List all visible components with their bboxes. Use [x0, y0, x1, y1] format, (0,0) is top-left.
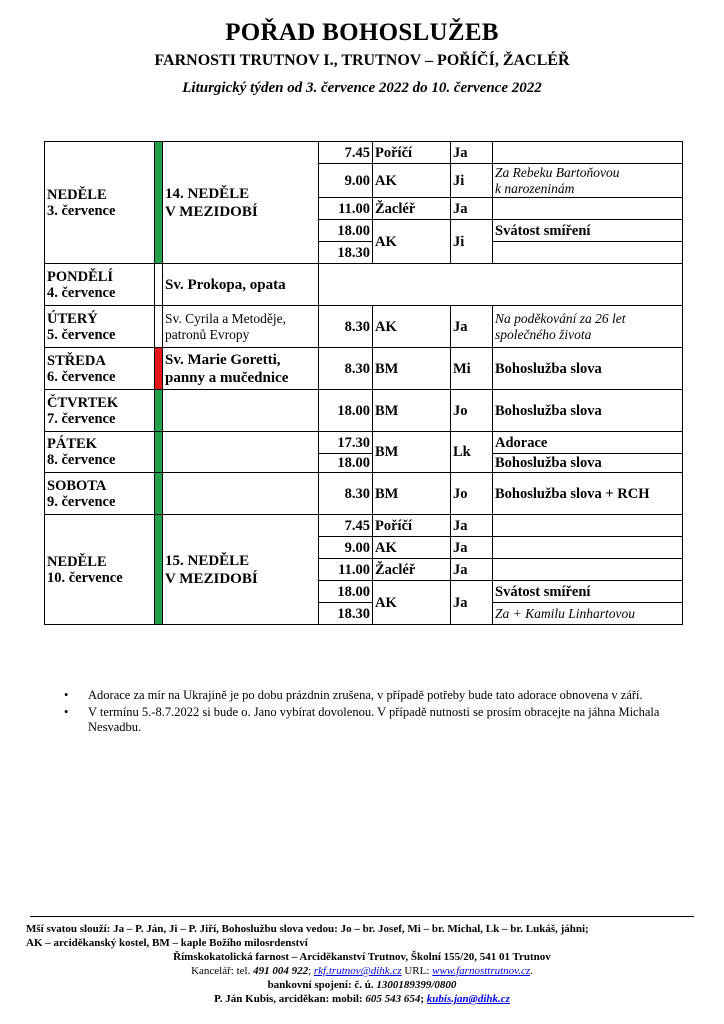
mass-note: Bohoslužba slova	[493, 454, 683, 473]
mass-priest: Ja	[451, 581, 493, 625]
table-row	[45, 390, 683, 432]
mass-time: 11.00	[319, 198, 373, 220]
mass-note: Bohoslužba slova	[493, 390, 683, 432]
mass-place: AK	[373, 164, 451, 198]
liturgical-day	[163, 390, 319, 432]
liturgical-color-bar	[155, 473, 163, 515]
liturgical-color-bar	[155, 515, 163, 625]
mass-place: BM	[373, 432, 451, 473]
announcements-list	[62, 688, 702, 737]
liturgical-day: Sv. Marie Goretti, panny a mučednice	[163, 348, 319, 390]
liturgical-day: Sv. Prokopa, opata	[163, 264, 319, 306]
footer-priest-contact: P. Ján Kubis, arciděkan: mobil: 605 543 654; kubis.jan@dihk.cz	[214, 993, 510, 1005]
priest-mobile: 605 543 654	[365, 993, 421, 1005]
mass-note: Bohoslužba slova + RCH	[493, 473, 683, 515]
table-row	[45, 432, 683, 454]
mass-place: BM	[373, 348, 451, 390]
mass-note	[493, 198, 683, 220]
mass-priest: Jo	[451, 473, 493, 515]
mass-place: AK	[373, 581, 451, 625]
mass-time: 18.00	[319, 581, 373, 603]
liturgical-day: 15. NEDĚLE V MEZIDOBÍ	[163, 515, 319, 625]
footer-legend-priests: Mší svatou slouží: Ja – P. Ján, Ji – P. Jiří, Bohoslužbu slova vedou: Jo – br. Josef, Mi – br. Michal, Lk – br. Lukáš, jáhni;	[26, 923, 589, 935]
liturgical-week: Liturgický týden od 3. července 2022 do 10. července 2022	[182, 80, 542, 96]
parish-subtitle: FARNOSTI TRUTNOV I., TRUTNOV – POŘÍČÍ, ŽACLÉŘ	[154, 52, 570, 69]
mass-place: AK	[373, 537, 451, 559]
mass-priest: Ja	[451, 198, 493, 220]
mass-priest: Ja	[451, 142, 493, 164]
footer-office-contact: Kancelář: tel. 491 004 922; rkf.trutnov@dihk.cz URL: www.farnosttrutnov.cz.	[191, 965, 533, 977]
table-row	[45, 515, 683, 537]
mass-time: 18.00	[319, 390, 373, 432]
liturgical-day: 14. NEDĚLE V MEZIDOBÍ	[163, 142, 319, 264]
mass-place: BM	[373, 473, 451, 515]
mass-time: 18.30	[319, 242, 373, 264]
table-row	[45, 473, 683, 515]
announcement-item: • Adorace za mír na Ukrajině je po dobu prázdnin zrušena, v případě potřeby bude tato adorace obnovena v září.	[62, 688, 702, 703]
liturgical-color-bar	[155, 306, 163, 348]
mass-time: 18.00	[319, 454, 373, 473]
day-cell: STŘEDA 6. července	[45, 348, 155, 390]
footer-bank: bankovní spojení: č. ú. 1300189399/0800	[267, 979, 457, 991]
day-cell: PONDĚLÍ 4. července	[45, 264, 155, 306]
mass-priest: Ja	[451, 559, 493, 581]
mass-time: 8.30	[319, 473, 373, 515]
mass-priest: Jo	[451, 390, 493, 432]
mass-priest: Ji	[451, 220, 493, 264]
mass-note: Za + Kamilu Linhartovou	[493, 603, 683, 625]
footer	[26, 922, 698, 1006]
schedule-table	[44, 141, 683, 625]
mass-place: Poříčí	[373, 515, 451, 537]
liturgical-color-bar	[155, 142, 163, 264]
day-cell: NEDĚLE 3. července	[45, 142, 155, 264]
mass-note	[493, 537, 683, 559]
mass-note: Svátost smíření	[493, 581, 683, 603]
mass-time: 18.00	[319, 220, 373, 242]
mass-note: Na poděkování za 26 let společného života	[493, 306, 683, 348]
mass-priest: Ji	[451, 164, 493, 198]
mass-note: Za Rebeku Bartoňovou k narozeninám	[493, 164, 683, 198]
liturgical-day: Sv. Cyrila a Metoděje, patronů Evropy	[163, 306, 319, 348]
mass-priest: Lk	[451, 432, 493, 473]
footer-divider	[30, 916, 694, 917]
mass-time: 9.00	[319, 537, 373, 559]
mass-place: Žacléř	[373, 559, 451, 581]
mass-time: 7.45	[319, 515, 373, 537]
liturgical-color-bar	[155, 348, 163, 390]
mass-place: AK	[373, 220, 451, 264]
announcement-item: • V termínu 5.-8.7.2022 si bude o. Jano vybírat dovolenou. V případě nutnosti se prosím obracejte na jáhna Michala Nesvadbu.	[62, 705, 702, 735]
mass-time: 11.00	[319, 559, 373, 581]
mass-priest: Ja	[451, 515, 493, 537]
liturgical-color-bar	[155, 264, 163, 306]
day-cell: ÚTERÝ 5. července	[45, 306, 155, 348]
footer-legend-places: AK – arciděkanský kostel, BM – kaple Božího milosrdenství	[26, 937, 308, 949]
mass-note	[493, 242, 683, 264]
table-row	[45, 348, 683, 390]
liturgical-color-bar	[155, 390, 163, 432]
website-link[interactable]: www.farnosttrutnov.cz	[432, 965, 531, 977]
liturgical-color-bar	[155, 432, 163, 473]
day-cell: NEDĚLE 10. července	[45, 515, 155, 625]
table-row	[45, 142, 683, 164]
day-cell: PÁTEK 8. července	[45, 432, 155, 473]
mass-note	[493, 559, 683, 581]
mass-place: Poříčí	[373, 142, 451, 164]
day-cell: ČTVRTEK 7. července	[45, 390, 155, 432]
footer-parish-address: Římskokatolická farnost – Arciděkanství Trutnov, Školní 155/20, 541 01 Trutnov	[173, 951, 551, 963]
mass-time: 8.30	[319, 348, 373, 390]
empty-cell	[319, 264, 683, 306]
table-row	[45, 306, 683, 348]
mass-note	[493, 515, 683, 537]
mass-note: Adorace	[493, 432, 683, 454]
table-row	[45, 264, 683, 306]
mass-note	[493, 142, 683, 164]
mass-place: Žacléř	[373, 198, 451, 220]
mass-time: 8.30	[319, 306, 373, 348]
mass-time: 17.30	[319, 432, 373, 454]
mass-note: Svátost smíření	[493, 220, 683, 242]
priest-email-link[interactable]: kubis.jan@dihk.cz	[426, 993, 510, 1005]
mass-time: 9.00	[319, 164, 373, 198]
mass-priest: Mi	[451, 348, 493, 390]
mass-note: Bohoslužba slova	[493, 348, 683, 390]
mass-place: BM	[373, 390, 451, 432]
office-phone: 491 004 922	[253, 965, 309, 977]
mass-place: AK	[373, 306, 451, 348]
mass-time: 7.45	[319, 142, 373, 164]
mass-priest: Ja	[451, 537, 493, 559]
liturgical-day	[163, 432, 319, 473]
day-cell: SOBOTA 9. července	[45, 473, 155, 515]
page-title: POŘAD BOHOSLUŽEB	[225, 19, 499, 46]
office-email-link[interactable]: rkf.trutnov@dihk.cz	[313, 965, 402, 977]
mass-time: 18.30	[319, 603, 373, 625]
liturgical-day	[163, 473, 319, 515]
mass-priest: Ja	[451, 306, 493, 348]
